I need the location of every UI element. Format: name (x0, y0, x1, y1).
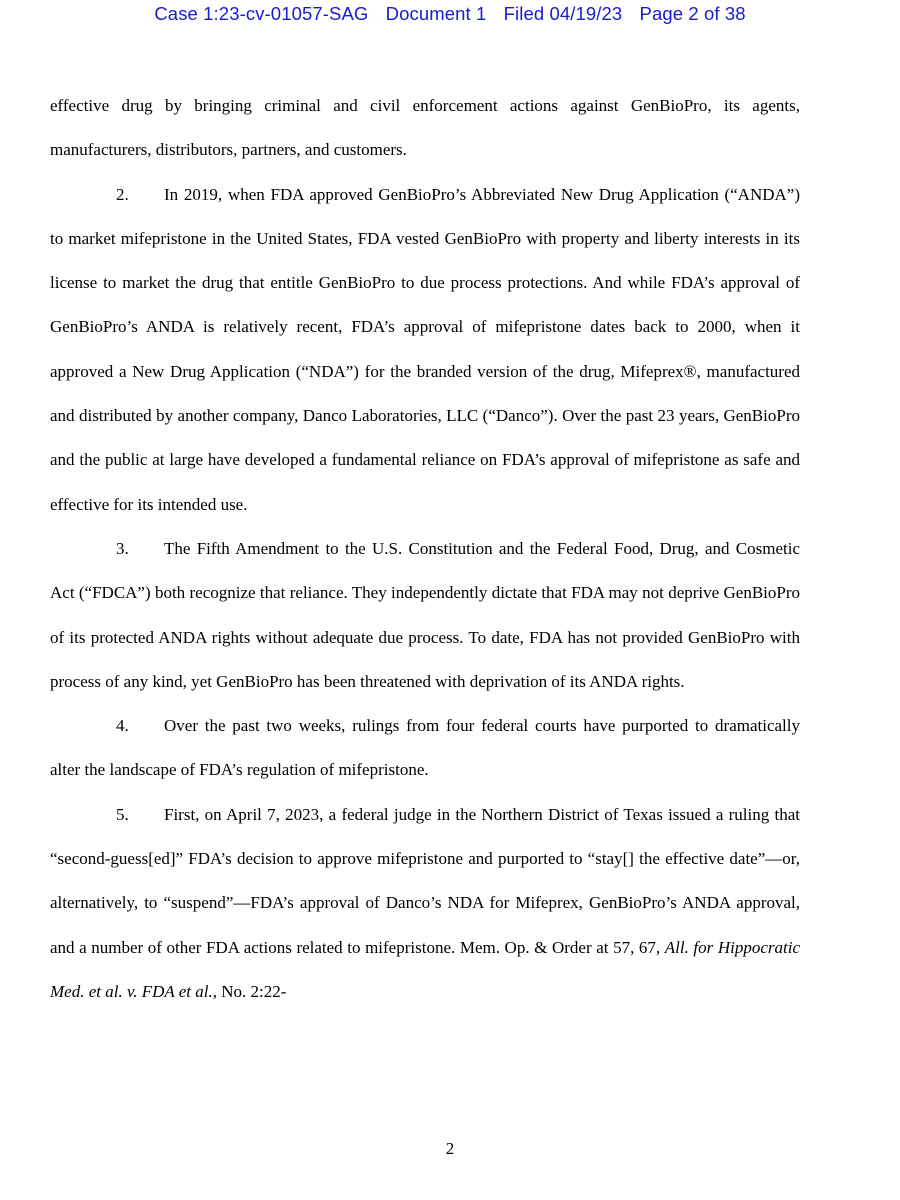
paragraph-2 (50, 173, 800, 527)
paragraph-number: 3. (116, 538, 129, 558)
paragraph-text-tail: , No. 2:22- (212, 981, 287, 1001)
paragraph-continuation: effective drug by bringing criminal and civil enforcement actions against GenBioPro, its agents, manufacturers, distributors, partners, and customers. (50, 96, 800, 160)
filed-date: Filed 04/19/23 (503, 3, 623, 24)
document-number: Document 1 (385, 3, 487, 24)
paragraph-5 (50, 793, 800, 1014)
paragraph-number: 4. (116, 716, 129, 736)
paragraph-text: The Fifth Amendment to the U.S. Constitution and the Federal Food, Drug, and Cosmetic Act (“FDCA”) both recognize that reliance. They independently dictate that FDA may not deprive GenBioPro of its protected ANDA rights without adequate due process. To date, FDA has not provided GenBioPro with process of any kind, yet GenBioPro has been threatened with deprivation of its ANDA rights. (50, 538, 800, 691)
paragraph-text: First, on April 7, 2023, a federal judge in the Northern District of Texas issued a ruling that “second-guess[ed]” FDA’s decision to approve mifepristone and purported to “stay[] the effective date”—or, alternatively, to “suspend”—FDA’s approval of Danco’s NDA for Mifeprex, GenBioPro’s ANDA approval, and a number of other FDA actions related to mifepristone. Mem. Op. & Order at 57, 67, (50, 804, 800, 957)
paragraph-text: Over the past two weeks, rulings from four federal courts have purported to dramatically alter the landscape of FDA’s regulation of mifepristone. (50, 716, 800, 780)
paragraph-number: 5. (116, 804, 129, 824)
paragraph-4 (50, 704, 800, 793)
paragraph-number: 2. (116, 184, 129, 204)
ecf-header (0, 3, 900, 25)
case-number: Case 1:23-cv-01057-SAG (154, 3, 369, 24)
document-body (50, 84, 800, 1014)
paragraph-3 (50, 527, 800, 704)
paragraph-text: In 2019, when FDA approved GenBioPro’s Abbreviated New Drug Application (“ANDA”) to market mifepristone in the United States, FDA vested GenBioPro with property and liberty interests in its license to market the drug that entitle GenBioPro to due process protections. And while FDA’s approval of GenBioPro’s ANDA is relatively recent, FDA’s approval of mifepristone dates back to 2000, when it approved a New Drug Application (“NDA”) for the branded version of the drug, Mifeprex®, manufactured and distributed by another company, Danco Laboratories, LLC (“Danco”). Over the past 23 years, GenBioPro and the public at large have developed a fundamental reliance on FDA’s approval of mifepristone as safe and effective for its intended use. (50, 184, 800, 514)
page-number: 2 (445, 1139, 455, 1158)
case-citation: All. for Hippocratic Med. et al. v. FDA et al. (50, 937, 800, 1001)
page-indicator: Page 2 of 38 (639, 3, 746, 24)
